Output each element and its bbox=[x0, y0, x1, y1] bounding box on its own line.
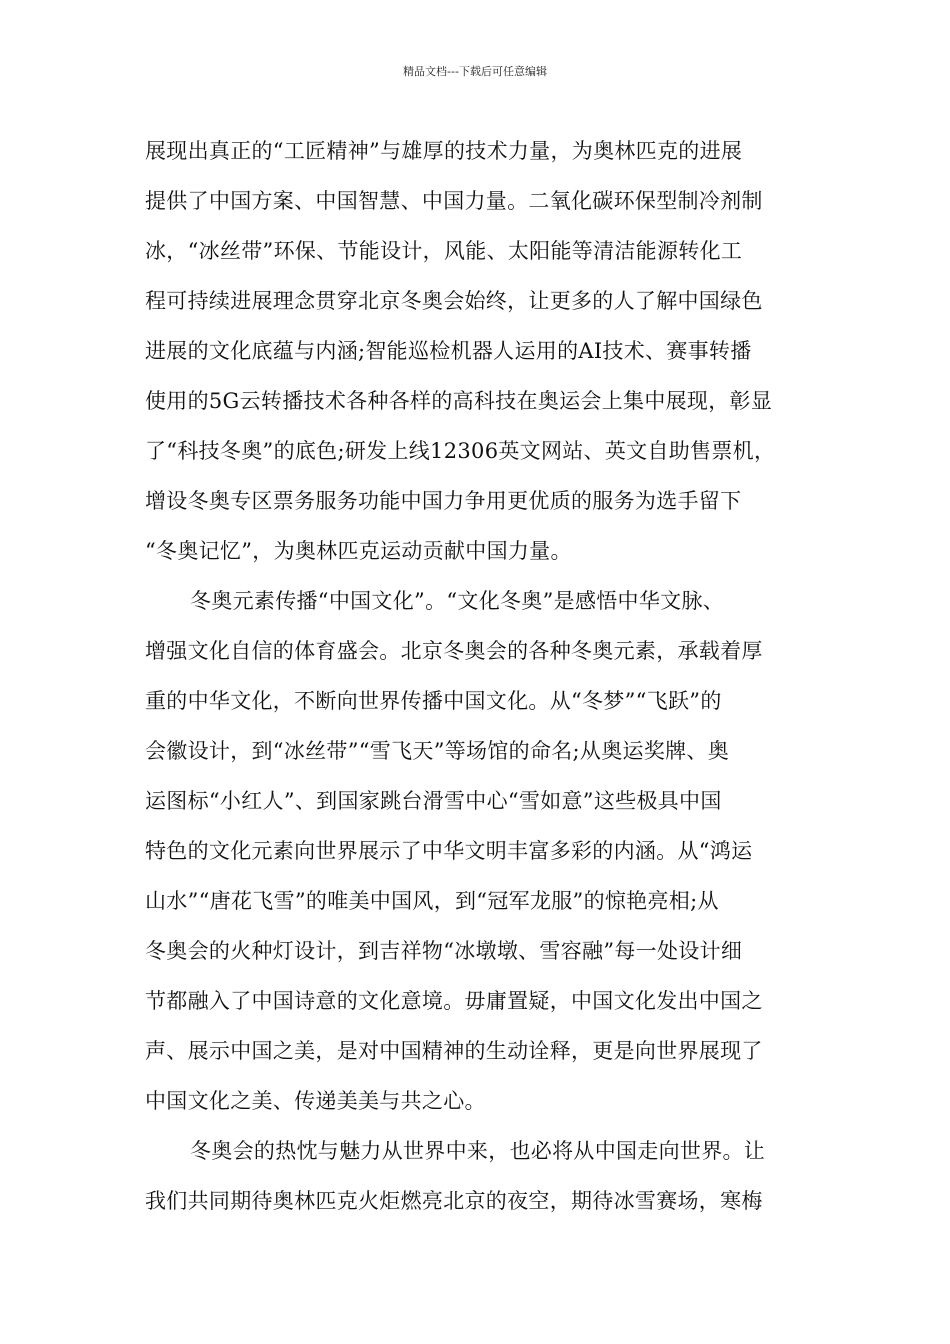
page-header: 精品文档---下载后可任意编辑 bbox=[403, 65, 547, 78]
text-line: 会徽设计，到“冰丝带”“雪飞天”等场馆的命名;从奥运奖牌、奥 bbox=[145, 739, 730, 763]
text-line: 展现出真正的“工匠精神”与雄厚的技术力量，为奥林匹克的进展 bbox=[145, 139, 743, 163]
text-line: 山水”“唐花飞雪”的唯美中国风，到“冠军龙服”的惊艳亮相;从 bbox=[145, 889, 719, 913]
text-line: 提供了中国方案、中国智慧、中国力量。二氧化碳环保型制冷剂制 bbox=[145, 189, 763, 213]
text-line: 运图标“小红人”、到国家跳台滑雪中心“雪如意”这些极具中国 bbox=[145, 789, 722, 813]
text-line: 了“科技冬奥”的底色;研发上线12306英文网站、英文自助售票机， bbox=[145, 439, 776, 463]
text-line: 冬奥会的火种灯设计，到吉祥物“冰墩墩、雪容融”每一处设计细 bbox=[145, 939, 743, 963]
document-body bbox=[145, 126, 815, 1226]
paragraph-first-line: 冬奥元素传播“中国文化”。“文化冬奥”是感悟中华文脉、 bbox=[190, 589, 725, 613]
text-line: 进展的文化底蕴与内涵;智能巡检机器人运用的AI技术、赛事转播 bbox=[145, 339, 752, 363]
text-line: 节都融入了中国诗意的文化意境。毋庸置疑，中国文化发出中国之 bbox=[145, 989, 763, 1013]
text-line: 我们共同期待奥林匹克火炬燃亮北京的夜空，期待冰雪赛场，寒梅 bbox=[145, 1189, 763, 1213]
text-line: 程可持续进展理念贯穿北京冬奥会始终，让更多的人了解中国绿色 bbox=[145, 289, 763, 313]
text-line: 特色的文化元素向世界展示了中华文明丰富多彩的内涵。从“鸿运 bbox=[145, 839, 753, 863]
text-line: 重的中华文化，不断向世界传播中国文化。从“冬梦”“飞跃”的 bbox=[145, 689, 722, 713]
text-line: 冰，“冰丝带”环保、节能设计，风能、太阳能等清洁能源转化工 bbox=[145, 239, 743, 263]
paragraph-first-line: 冬奥会的热忱与魅力从世界中来，也必将从中国走向世界。让 bbox=[190, 1139, 766, 1163]
text-line: 增设冬奥专区票务服务功能中国力争用更优质的服务为选手留下 bbox=[145, 489, 742, 513]
text-line: 声、展示中国之美，是对中国精神的生动诠释，更是向世界展现了 bbox=[145, 1039, 763, 1063]
text-line: 使用的5G云转播技术各种各样的高科技在奥运会上集中展现，彰显 bbox=[145, 389, 773, 413]
text-line: 中国文化之美、传递美美与共之心。 bbox=[145, 1089, 486, 1113]
text-line: “冬奥记忆”，为奥林匹克运动贡献中国力量。 bbox=[145, 539, 572, 563]
text-line: 增强文化自信的体育盛会。北京冬奥会的各种冬奥元素，承载着厚 bbox=[145, 639, 763, 663]
